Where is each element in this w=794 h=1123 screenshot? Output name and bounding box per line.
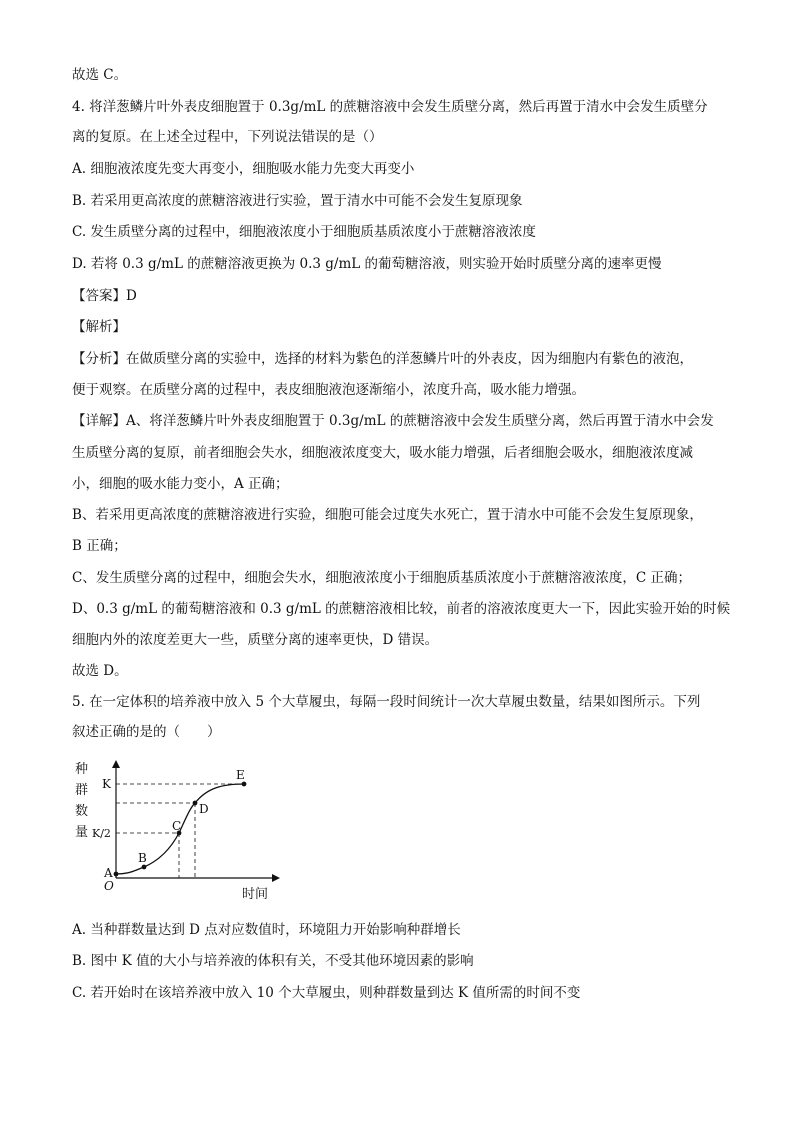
y-axis-label-char-1: 种 <box>75 762 89 777</box>
text-line-18: D、0.3 g/mL 的葡萄糖溶液和 0.3 g/mL 的蔗糖溶液相比较，前者的溶液浓度更大一下，因此实验开始的时候 <box>72 601 731 617</box>
text-line-5: B. 若采用更高浓度的蔗糖溶液进行实验，置于清水中可能不会发生复原现象 <box>72 193 523 209</box>
text-line-2: 4. 将洋葱鳞片叶外表皮细胞置于 0.3g/mL 的蔗糖溶液中会发生质壁分离，然后再置于清水中会发生质壁分 <box>72 99 708 115</box>
y-axis-label-char-4: 量 <box>75 825 89 840</box>
origin-label: O <box>104 879 114 893</box>
text-line-9: 【解析】 <box>72 319 126 335</box>
text-line-24: B. 图中 K 值的大小与培养液的体积有关，不受其他环境因素的影响 <box>72 953 474 969</box>
point-e-label: E <box>236 768 245 782</box>
text-line-12: 【详解】A、将洋葱鳞片叶外表皮细胞置于 0.3g/mL 的蔗糖溶液中会发生质壁分离，然后再置于清水中会发 <box>72 413 714 429</box>
text-line-22: 叙述正确的是的（ ） <box>72 724 221 740</box>
text-line-23: A. 当种群数量达到 D 点对应数值时，环境阻力开始影响种群增长 <box>72 922 461 938</box>
point-a-label: A <box>104 866 113 880</box>
y-axis-label-char-3: 数 <box>75 804 89 819</box>
y-axis-label-char-2: 群 <box>75 783 89 798</box>
text-line-20: 故选 D。 <box>72 663 128 679</box>
text-line-17: C、发生质壁分离的过程中，细胞会失水，细胞液浓度小于细胞质基质浓度小于蔗糖溶液浓度，C 正确； <box>72 570 691 586</box>
text-line-15: B、若采用更高浓度的蔗糖溶液进行实验，细胞可能会过度失水死亡，置于清水中可能不会发生复原现象， <box>72 507 703 523</box>
text-line-10: 【分析】在做质壁分离的实验中，选择的材料为紫色的洋葱鳞片叶的外表皮，因为细胞内有紫色的液泡， <box>72 351 693 367</box>
point-e-marker <box>242 782 247 787</box>
population-growth-figure <box>72 756 292 906</box>
s-curve-diagram <box>72 756 292 906</box>
point-d-marker <box>193 801 198 806</box>
text-line-4: A. 细胞液浓度先变大再变小，细胞吸水能力先变大再变小 <box>72 161 415 177</box>
text-line-25: C. 若开始时在该培养液中放入 10 个大草履虫，则种群数量到达 K 值所需的时间不变 <box>72 985 581 1001</box>
text-line-13: 生质壁分离的复原，前者细胞会失水，细胞液浓度变大，吸水能力增强，后者细胞会吸水，细胞液浓度减 <box>72 445 693 461</box>
point-a-marker <box>114 872 119 877</box>
text-line-16: B 正确； <box>72 538 127 554</box>
x-axis-label: 时间 <box>242 887 269 902</box>
point-c-label: C <box>172 819 182 833</box>
text-line-21: 5. 在一定体积的培养液中放入 5 个大草履虫，每隔一段时间统计一次大草履虫数量，结果如图所示。下列 <box>72 694 701 710</box>
point-b-marker <box>142 865 147 870</box>
tick-k-label: K <box>102 777 111 791</box>
text-line-19: 细胞内外的浓度差更大一些，质壁分离的速率更快，D 错误。 <box>72 632 439 648</box>
tick-k2-label: K/2 <box>92 827 111 840</box>
point-d-label: D <box>199 802 209 816</box>
text-line-6: C. 发生质壁分离的过程中，细胞液浓度小于细胞质基质浓度小于蔗糖溶液浓度 <box>72 224 536 240</box>
text-line-8: 【答案】D <box>72 288 137 304</box>
text-line-3: 离的复原。在上述全过程中，下列说法错误的是（） <box>72 129 383 145</box>
text-line-11: 便于观察。在质壁分离的过程中，表皮细胞液泡逐渐缩小，浓度升高，吸水能力增强。 <box>72 382 585 398</box>
text-line-1: 故选 C。 <box>72 67 128 83</box>
point-b-label: B <box>138 851 147 865</box>
text-line-7: D. 若将 0.3 g/mL 的蔗糖溶液更换为 0.3 g/mL 的葡萄糖溶液，则实验开始时质壁分离的速率更慢 <box>72 256 662 272</box>
text-line-14: 小，细胞的吸水能力变小，A 正确； <box>72 476 289 492</box>
